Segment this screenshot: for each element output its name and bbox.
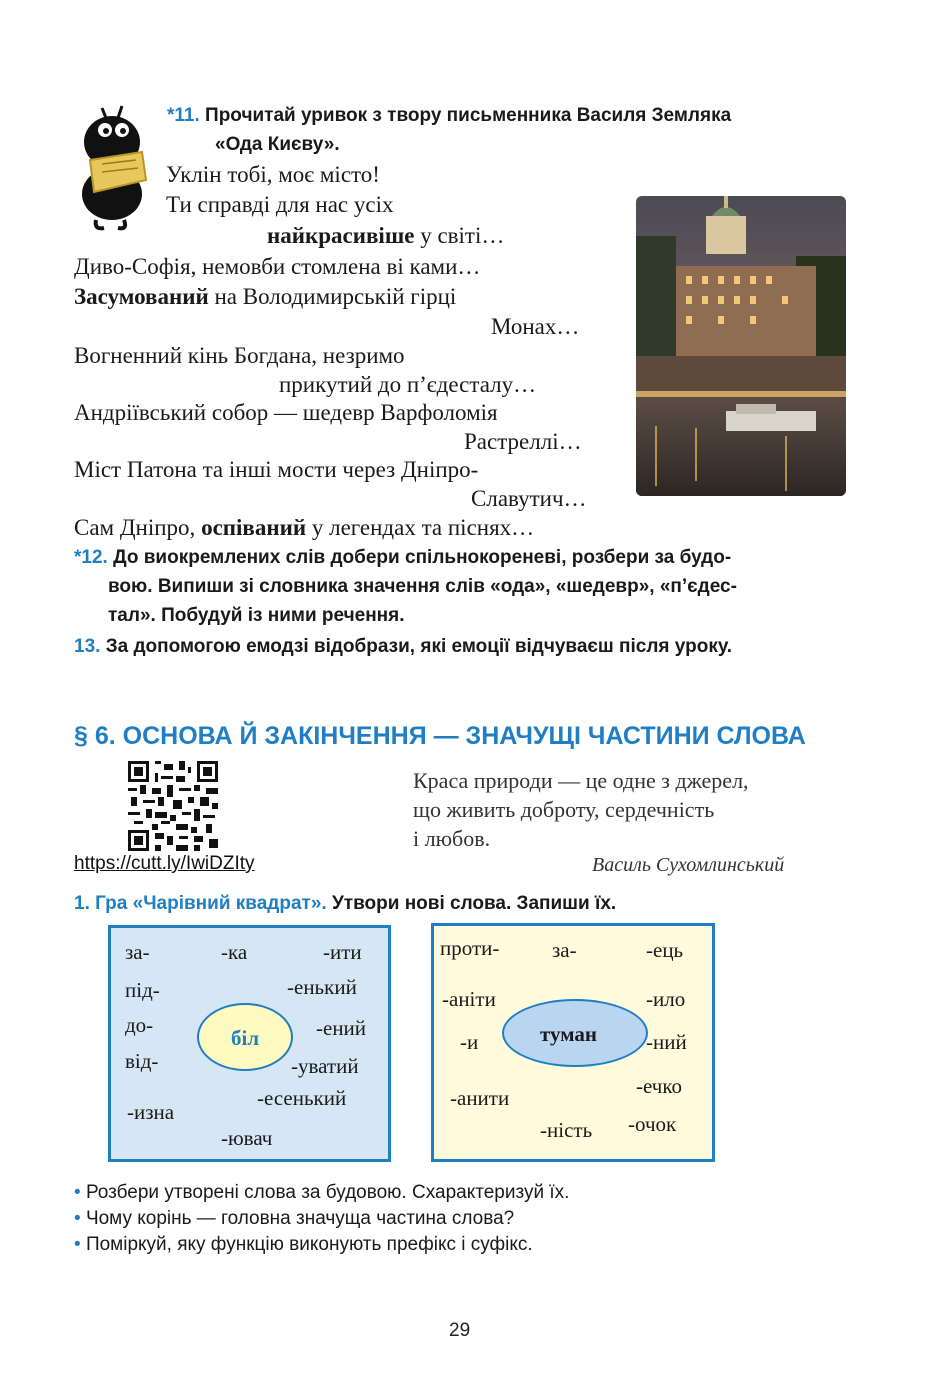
qr-code-icon[interactable] <box>128 761 218 851</box>
poem-line-12: Славутич… <box>471 486 587 511</box>
word-piece: до- <box>125 1013 154 1037</box>
word-piece: -уватий <box>291 1054 359 1078</box>
poem-text: Сам Дніпро, <box>74 515 202 540</box>
root-word-1: біл <box>231 1026 260 1050</box>
poem-line-5 <box>74 282 456 311</box>
task-13-number: 13. <box>74 636 101 657</box>
task-13-text: За допомогою емодзі відобрази, які емоції відчуваєш після уроку. <box>105 636 733 657</box>
poem-text: у легендах та піснях… <box>306 515 535 540</box>
bullet-list <box>74 1180 569 1258</box>
poem-line-9: Андріївський собор — шедевр Варфоломія <box>74 400 498 425</box>
word-piece: -ність <box>540 1118 593 1142</box>
word-piece: -есенький <box>257 1086 347 1110</box>
list-item-text: Чому корінь — головна значуща частина слова? <box>85 1208 515 1229</box>
word-piece: -ечко <box>636 1074 682 1098</box>
word-piece: під- <box>125 978 160 1002</box>
list-item <box>74 1232 569 1258</box>
bold-word: оспіваний <box>201 515 307 540</box>
task-1-text: Утвори нові слова. Запиши їх. <box>326 893 617 914</box>
epigraph <box>413 766 749 853</box>
bullet-icon: • <box>74 1182 81 1203</box>
word-piece: за- <box>552 938 577 962</box>
kyiv-night-photo <box>636 196 846 496</box>
word-piece: -изна <box>127 1100 175 1124</box>
poem-line-3 <box>267 221 504 250</box>
epigraph-line-1: Краса природи — це одне з джерел, <box>413 768 749 793</box>
list-item <box>74 1206 569 1232</box>
task-12-text-3: тал». Побудуй із ними речення. <box>108 605 405 626</box>
word-piece: за- <box>125 940 150 964</box>
task-12-text-2: вою. Випиши зі словника значення слів «ода», «шедевр», «п’єдес- <box>108 576 737 597</box>
poem-line-7: Вогненний кінь Богдана, незримо <box>74 343 405 368</box>
task-12-text: До виокремлених слів добери спільнокореневі, розбери за будо- <box>113 547 732 568</box>
poem-line-10: Растреллі… <box>464 429 582 454</box>
magic-square-2 <box>431 923 715 1162</box>
poem-line-1: Уклін тобі, моє місто! <box>166 162 380 187</box>
task-12 <box>74 543 854 630</box>
section-title: § 6. ОСНОВА Й ЗАКІНЧЕННЯ — ЗНАЧУЩІ ЧАСТИНИ СЛОВА <box>74 722 806 750</box>
bold-word: найкрасивіше <box>267 223 415 248</box>
word-piece: від- <box>125 1049 159 1073</box>
poem-text: у світі… <box>414 223 505 248</box>
word-piece: -ений <box>316 1016 367 1040</box>
task-1 <box>74 889 616 918</box>
poem-line-2: Ти справді для нас усіх <box>166 192 394 217</box>
qr-link[interactable]: https://cutt.ly/IwiDZIty <box>74 853 255 874</box>
root-word-2: туман <box>540 1022 598 1046</box>
word-piece: -очок <box>628 1112 677 1136</box>
poem-line-13 <box>74 513 534 542</box>
task-12-number: *12. <box>74 547 108 568</box>
list-item <box>74 1180 569 1206</box>
poem-text: на Володимирській гірці <box>208 284 457 309</box>
task-11-number: *11. <box>167 105 200 126</box>
magic-square-1 <box>108 925 391 1162</box>
word-piece: проти- <box>440 936 500 960</box>
list-item-text: Розбери утворені слова за будовою. Схарактеризуй їх. <box>85 1182 570 1203</box>
epigraph-line-3: і любов. <box>413 826 491 851</box>
poem-line-8: прикутий до п’єдесталу… <box>279 372 537 397</box>
poem-line-11: Міст Патона та інші мости через Дніпро- <box>74 457 479 482</box>
bullet-icon: • <box>74 1208 81 1229</box>
word-piece: -ювач <box>221 1126 273 1150</box>
task-13 <box>74 632 874 661</box>
poem-line-6: Монах… <box>491 314 580 339</box>
bullet-icon: • <box>74 1234 81 1255</box>
word-piece: -аніти <box>442 987 496 1011</box>
word-piece: -ець <box>646 938 684 962</box>
list-item-text: Поміркуй, яку функцію виконують префікс і суфікс. <box>85 1234 533 1255</box>
epigraph-line-2: що живить доброту, сердечність <box>413 797 715 822</box>
word-piece: -енький <box>287 975 357 999</box>
word-piece: -ка <box>221 940 248 964</box>
word-piece: -ити <box>323 940 362 964</box>
poem-line-4: Диво-Софія, немовби стомлена ві ками… <box>74 254 481 279</box>
mascot-icon <box>72 102 152 232</box>
page-number: 29 <box>449 1320 471 1341</box>
task-11-text-2: «Ода Києву». <box>215 134 340 155</box>
word-piece: -и <box>460 1030 479 1054</box>
task-11 <box>167 101 867 159</box>
word-piece: -ило <box>646 987 686 1011</box>
word-piece: -анити <box>450 1086 510 1110</box>
epigraph-author: Василь Сухомлинський <box>592 854 785 876</box>
task-1-label: 1. Гра «Чарівний квадрат». <box>74 893 327 914</box>
task-11-text: Прочитай уривок з твору письменника Василя Земляка <box>205 105 732 126</box>
bold-word: Засумований <box>74 284 209 309</box>
word-piece: -ний <box>646 1030 687 1054</box>
